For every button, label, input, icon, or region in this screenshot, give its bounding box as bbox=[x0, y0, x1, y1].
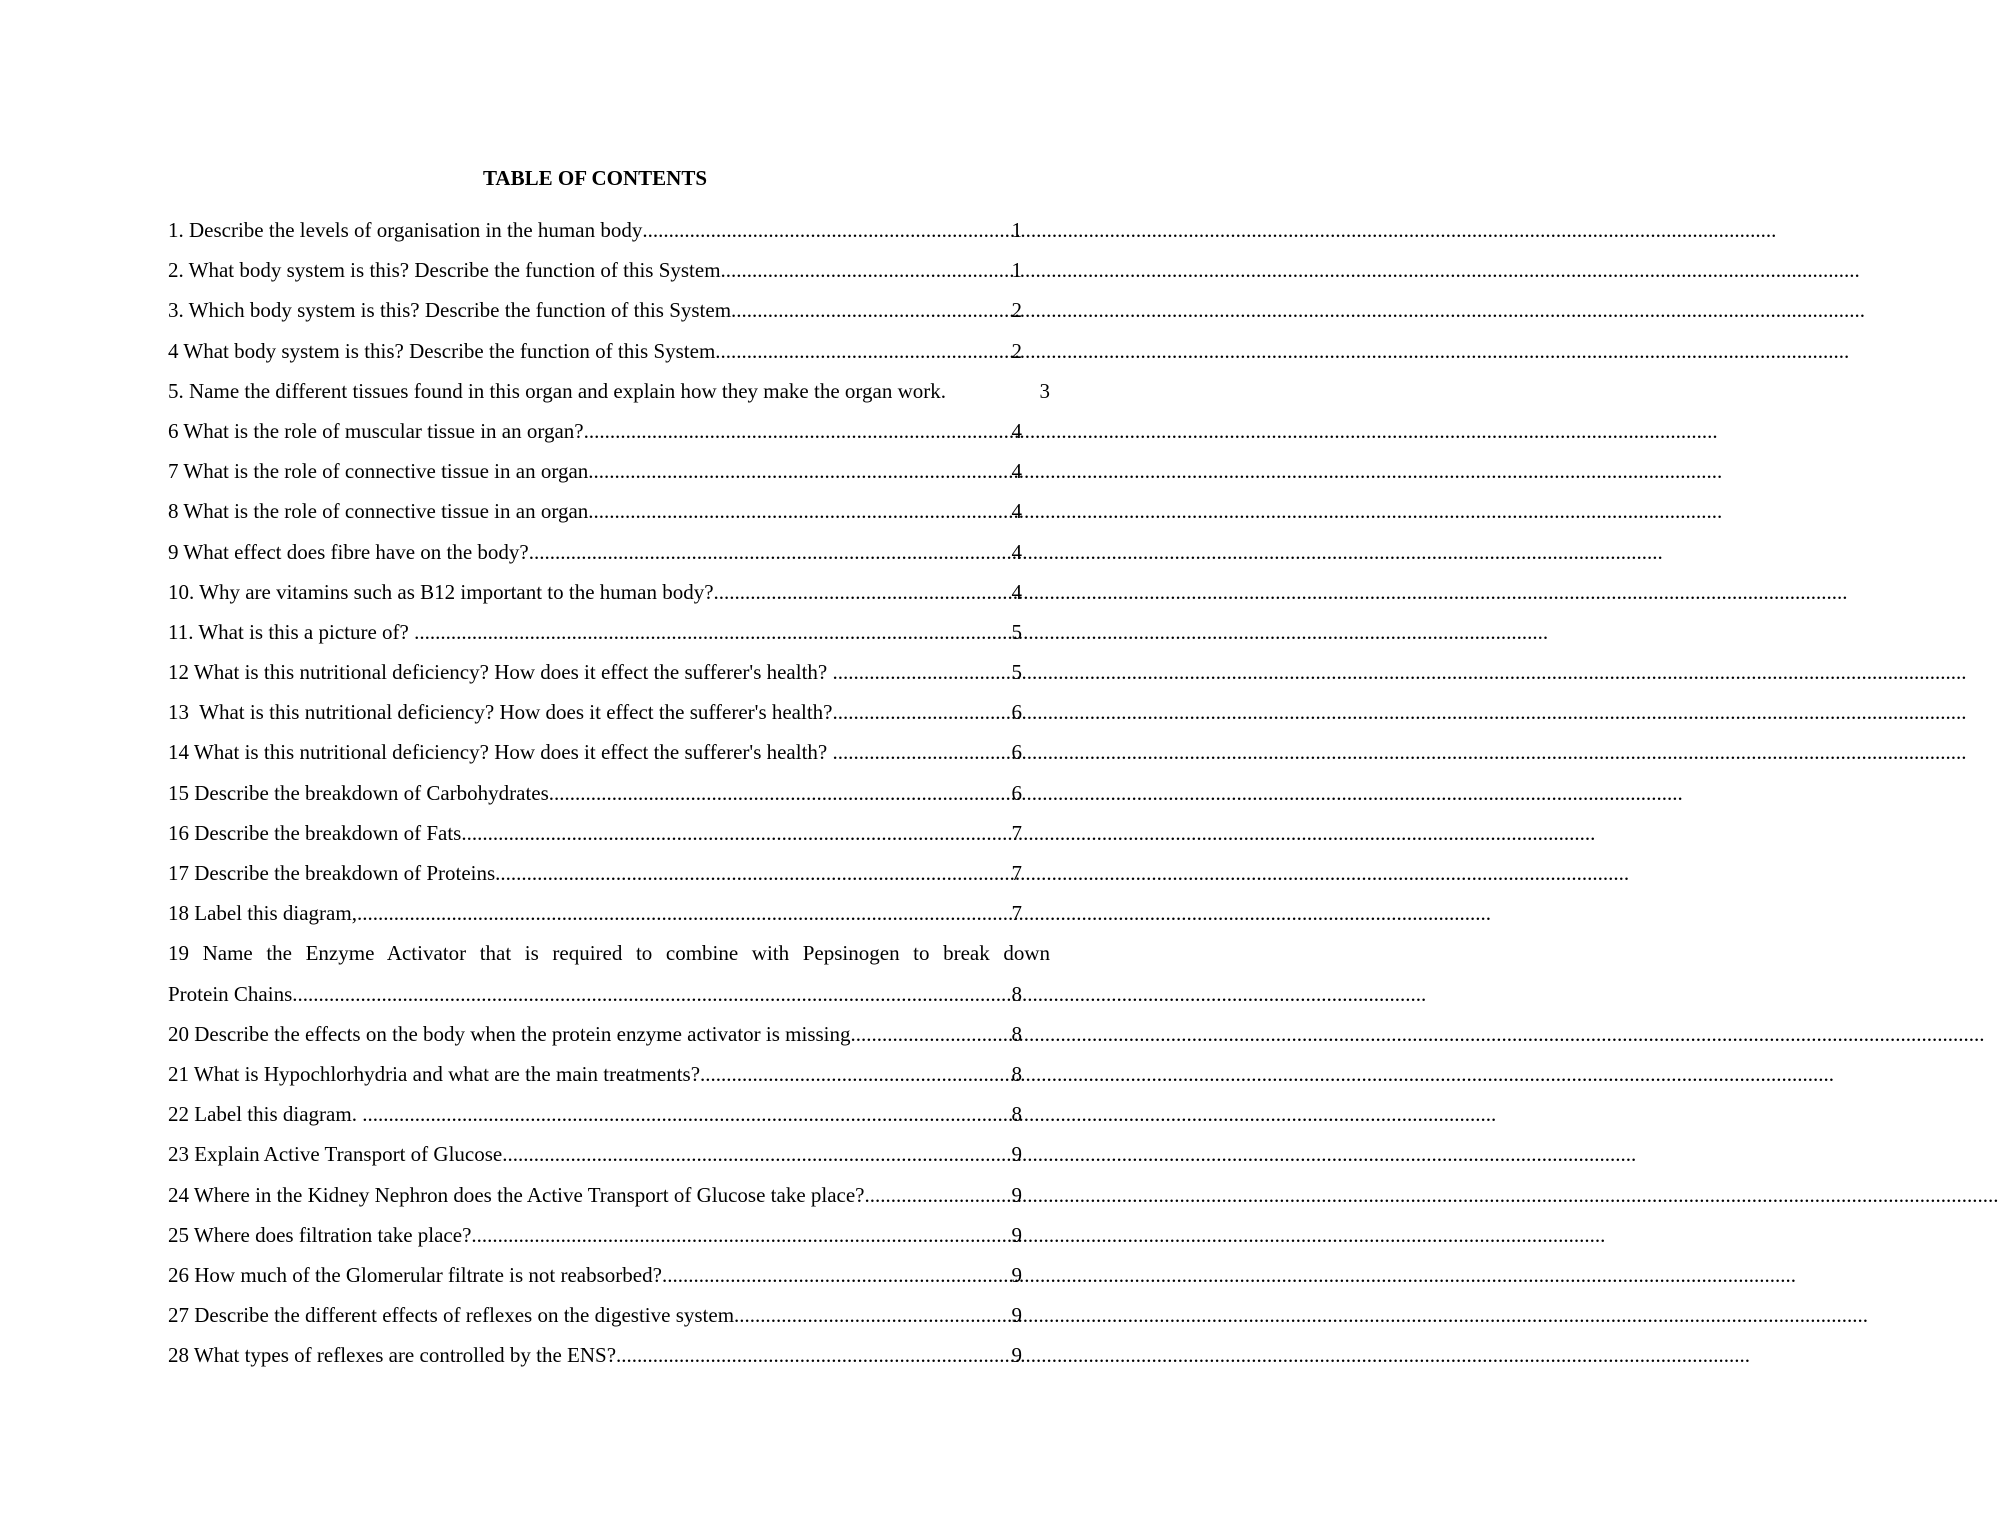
toc-page-number: 1 bbox=[1011, 218, 1022, 242]
toc-leader-dots bbox=[584, 411, 1012, 451]
toc-entry[interactable] bbox=[168, 1215, 1022, 1255]
toc-leader-dots bbox=[851, 1014, 1012, 1054]
toc-entry-text: 18 Label this diagram, bbox=[168, 901, 357, 926]
toc-entry[interactable] bbox=[168, 532, 1022, 572]
toc-leader-dots bbox=[662, 1255, 1012, 1295]
toc-page-number: 4 bbox=[1011, 539, 1022, 564]
toc-entry[interactable] bbox=[168, 491, 1022, 531]
toc-leader-dots bbox=[715, 331, 1011, 371]
toc-entry[interactable] bbox=[168, 1094, 1022, 1134]
toc-entry-text: 22 Label this diagram. bbox=[168, 1102, 363, 1127]
toc-page-number: 6 bbox=[1011, 700, 1022, 725]
toc-entry-text: 17 Describe the breakdown of Proteins bbox=[168, 861, 496, 885]
toc-entry-continuation[interactable] bbox=[168, 974, 1022, 1014]
toc-entry[interactable] bbox=[168, 1134, 1022, 1174]
toc-leader-dots bbox=[529, 532, 1012, 572]
toc-page-number: 7 bbox=[1011, 901, 1022, 926]
toc-entry[interactable] bbox=[168, 1054, 1022, 1094]
toc-list bbox=[168, 210, 1050, 1375]
toc-page-number: 7 bbox=[1011, 820, 1022, 845]
toc-page-number: 6 bbox=[1011, 780, 1022, 805]
toc-page-number: 8 bbox=[1011, 1061, 1022, 1086]
toc-entry[interactable] bbox=[168, 773, 1022, 813]
toc-leader-dots bbox=[414, 612, 1011, 652]
toc-entry-text: 11. What is this a picture of? bbox=[168, 619, 415, 644]
toc-entry[interactable] bbox=[168, 1175, 1022, 1215]
toc-page-number: 8 bbox=[1011, 1102, 1022, 1127]
toc-leader-dots bbox=[292, 974, 1011, 1014]
toc-page-number: 9 bbox=[1011, 1182, 1022, 1207]
toc-leader-dots bbox=[700, 1054, 1011, 1094]
toc-leader-dots bbox=[502, 1134, 1011, 1174]
toc-entry-text: 7 What is the role of connective tissue in an organ bbox=[168, 459, 589, 484]
toc-page-number: 4 bbox=[1011, 499, 1022, 524]
toc-page-number: 4 bbox=[1011, 459, 1022, 484]
toc-entry-text: 4 What body system is this? Describe the function of this System bbox=[168, 338, 716, 363]
toc-page-number: 1 bbox=[1011, 258, 1022, 283]
toc-entry[interactable] bbox=[168, 451, 1022, 491]
toc-entry-text: 6 What is the role of muscular tissue in an organ? bbox=[168, 418, 584, 443]
toc-entry-text: 12 What is this nutritional deficiency? How does it effect the sufferer's health? bbox=[168, 660, 833, 685]
toc-entry-text: 13 What is this nutritional deficiency? How does it effect the sufferer's health? bbox=[168, 700, 833, 725]
toc-entry[interactable] bbox=[168, 732, 1022, 772]
toc-leader-dots bbox=[731, 290, 1011, 330]
toc-entry[interactable] bbox=[168, 1014, 1022, 1054]
toc-leader-dots bbox=[362, 1094, 1011, 1134]
toc-entry-text: 27 Describe the different effects of reflexes on the digestive system bbox=[168, 1303, 735, 1328]
toc-entry[interactable] bbox=[168, 572, 1022, 612]
toc-entry-text: 16 Describe the breakdown of Fats bbox=[168, 820, 462, 845]
toc-entry[interactable] bbox=[168, 1255, 1022, 1295]
toc-title: TABLE OF CONTENTS bbox=[482, 166, 708, 190]
toc-entry-text: 25 Where does filtration take place? bbox=[168, 1222, 472, 1247]
toc-page-number: 9 bbox=[1011, 1262, 1022, 1287]
toc-page-number: 4 bbox=[1011, 418, 1022, 443]
toc-leader-dots bbox=[616, 1335, 1011, 1375]
toc-page-number: 9 bbox=[1011, 1343, 1022, 1368]
toc-entry-text: 24 Where in the Kidney Nephron does the Active Transport of Glucose take place? bbox=[168, 1182, 865, 1207]
toc-page-number: 7 bbox=[1011, 861, 1022, 885]
toc-page-number: 2 bbox=[1011, 338, 1022, 363]
toc-leader-dots bbox=[865, 1175, 1012, 1215]
toc-page-number: 8 bbox=[1011, 981, 1022, 1006]
toc-leader-dots bbox=[833, 652, 1012, 692]
toc-entry-text: 10. Why are vitamins such as B12 important to the human body? bbox=[168, 579, 714, 604]
toc-entry-text: 15 Describe the breakdown of Carbohydrates bbox=[168, 780, 549, 805]
toc-entry-text: 1. Describe the levels of organisation in the human body bbox=[168, 218, 643, 242]
toc-entry-text: 5. Name the different tissues found in this organ and explain how they make the organ work. bbox=[168, 378, 946, 403]
toc-leader-dots bbox=[642, 210, 1011, 250]
toc-entry[interactable] bbox=[168, 853, 1022, 893]
toc-entry[interactable] bbox=[168, 652, 1022, 692]
toc-page-number: 5 bbox=[1011, 619, 1022, 644]
toc-leader-dots bbox=[726, 250, 1012, 290]
toc-entry[interactable] bbox=[168, 1335, 1022, 1375]
toc-entry-text: 8 What is the role of connective tissue in an organ bbox=[168, 499, 589, 524]
toc-leader-dots bbox=[833, 692, 1012, 732]
toc-entry-text: 20 Describe the effects on the body when the protein enzyme activator is missing bbox=[168, 1021, 851, 1046]
toc-entry-text: 26 How much of the Glomerular filtrate is not reabsorbed? bbox=[168, 1262, 662, 1287]
toc-entry[interactable] bbox=[168, 290, 1022, 330]
toc-entry-text: 14 What is this nutritional deficiency? How does it effect the sufferer's health? bbox=[168, 740, 833, 765]
toc-entry[interactable] bbox=[168, 210, 1022, 250]
toc-entry[interactable] bbox=[168, 411, 1022, 451]
toc-entry[interactable] bbox=[168, 813, 1022, 853]
toc-entry-text: Protein Chains bbox=[168, 981, 293, 1006]
toc-entry[interactable] bbox=[168, 692, 1022, 732]
toc-entry[interactable] bbox=[168, 1295, 1022, 1335]
toc-entry-text: 21 What is Hypochlorhydria and what are the main treatments? bbox=[168, 1061, 701, 1086]
toc-leader-dots bbox=[734, 1295, 1011, 1335]
toc-leader-dots bbox=[714, 572, 1012, 612]
toc-leader-dots bbox=[495, 853, 1011, 893]
toc-entry-text: 2. What body system is this? Describe the function of this System. bbox=[168, 258, 726, 283]
toc-entry[interactable] bbox=[168, 331, 1022, 371]
toc-entry-text: 23 Explain Active Transport of Glucose bbox=[168, 1142, 503, 1167]
toc-page-number: 9 bbox=[1011, 1303, 1022, 1328]
toc-leader-dots bbox=[833, 732, 1012, 772]
toc-page-number: 6 bbox=[1011, 740, 1022, 765]
toc-entry[interactable] bbox=[168, 250, 1022, 290]
toc-page-number: 9 bbox=[1011, 1222, 1022, 1247]
toc-page-number: 2 bbox=[1011, 298, 1022, 323]
toc-leader-dots bbox=[461, 813, 1011, 853]
toc-entry-text: 3. Which body system is this? Describe the function of this System bbox=[168, 298, 732, 323]
toc-entry-text: 19 Name the Enzyme Activator that is required to combine with Pepsinogen to break down bbox=[168, 941, 1050, 966]
toc-page-number: 5 bbox=[1011, 660, 1022, 685]
toc-entry[interactable] bbox=[168, 893, 1022, 933]
toc-leader-dots bbox=[357, 893, 1012, 933]
toc-leader-dots bbox=[588, 491, 1011, 531]
toc-leader-dots bbox=[471, 1215, 1011, 1255]
toc-page-number: 4 bbox=[1011, 579, 1022, 604]
toc-leader-dots bbox=[549, 773, 1012, 813]
toc-leader-dots bbox=[588, 451, 1011, 491]
toc-page-number: 3 bbox=[1039, 378, 1050, 403]
toc-entry-text: 28 What types of reflexes are controlled by the ENS? bbox=[168, 1343, 617, 1368]
toc-entry[interactable] bbox=[168, 933, 1050, 973]
toc-entry[interactable] bbox=[168, 612, 1022, 652]
toc-page-number: 9 bbox=[1011, 1142, 1022, 1167]
toc-page-number: 8 bbox=[1011, 1021, 1022, 1046]
toc-entry-text: 9 What effect does fibre have on the body? bbox=[168, 539, 529, 564]
toc-entry[interactable] bbox=[168, 371, 1050, 411]
